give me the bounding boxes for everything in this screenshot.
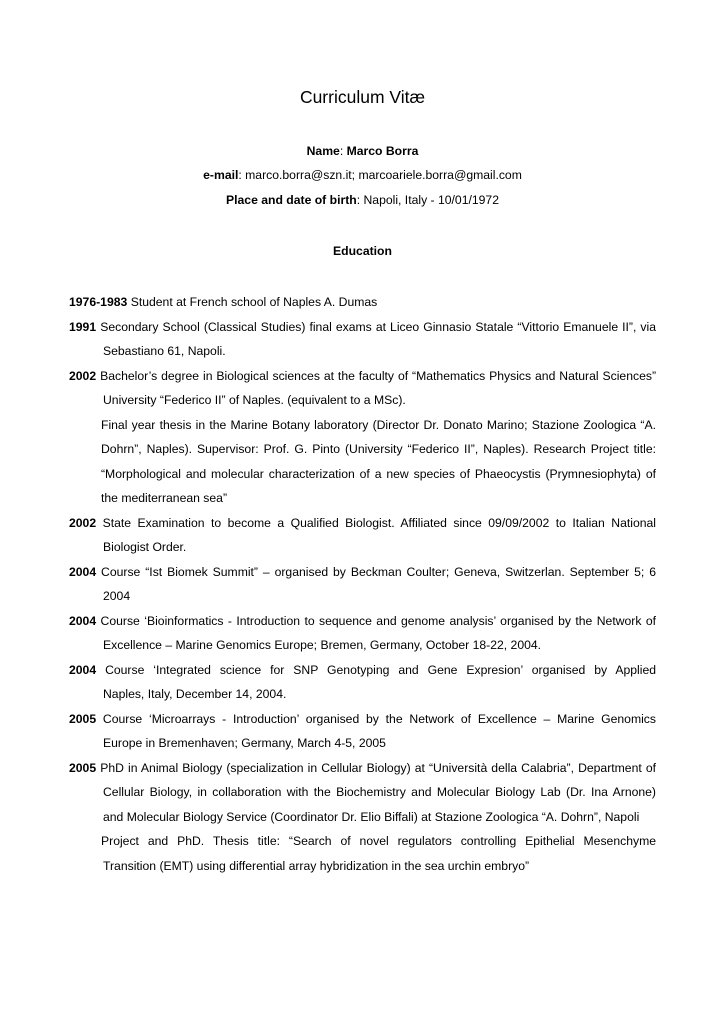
entry-year: 2004 <box>69 662 97 677</box>
entry-year: 2005 <box>69 760 97 775</box>
list-item <box>69 707 656 756</box>
entry-year: 1976-1983 <box>69 295 128 309</box>
entry-line: and Molecular Biology Service (Coordinator Dr. Elio Biffali) at Stazione Zoologica “A. Dohrn”, Napoli <box>103 809 640 824</box>
entry-line: Naples, Italy, December 14, 2004. <box>103 687 287 701</box>
email-line: e-mail: marco.borra@szn.it; marcoariele.borra@gmail.com <box>203 168 522 182</box>
birth-value: Napoli, Italy - 10/01/1972 <box>363 193 499 207</box>
entry-line: Cellular Biology, in collaboration with the Biochemistry and Molecular Biology Lab (Dr. Ina Arnone) <box>103 785 656 799</box>
entry-line: Sebastiano 61, Napoli. <box>103 344 226 358</box>
entry-line: State Examination to become a Qualified Biologist. Affiliated since 09/09/2002 to Italian National <box>102 515 656 530</box>
list-item <box>69 290 656 315</box>
entry-line: PhD in Animal Biology (specialization in Cellular Biology) at “Università della Calabria”, Department of <box>100 760 656 775</box>
entry-line: Secondary School (Classical Studies) final exams at Liceo Ginnasio Statale “Vittorio Emanuele II”, via <box>100 319 656 334</box>
entry-year: 2002 <box>69 368 97 383</box>
entry-line: Project and PhD. Thesis title: “Search of novel regulators controlling Epithelial Mesenchyme <box>101 834 656 848</box>
section-heading <box>0 244 725 258</box>
document-title: Curriculum Vitæ <box>299 87 426 107</box>
list-item <box>69 315 656 364</box>
entry-line: 2004 <box>103 589 131 603</box>
entry-line: Course “Ist Biomek Summit” – organised by Beckman Coulter; Geneva, Switzerlan. September 5; 6 <box>101 564 656 579</box>
entry-line: University “Federico II” of Naples. (equivalent to a MSc). <box>103 393 406 407</box>
birth-label: Place and date of birth <box>226 193 357 207</box>
entry-line: Course ‘Integrated science for SNP Genotyping and Gene Expresion’ organised by Applied <box>105 662 656 677</box>
email-value: marco.borra@szn.it; marcoariele.borra@gmail.com <box>245 168 522 182</box>
list-item <box>69 609 656 658</box>
list-item <box>69 560 656 609</box>
entry-line: Final year thesis in the Marine Botany laboratory (Director Dr. Donato Marino; Stazione Zoologica “A. <box>101 417 656 432</box>
entry-line: Dohrn”, Naples). Supervisor: Prof. G. Pinto (University “Federico II”, Naples). Research Project title: <box>101 442 656 456</box>
entry-line: Transition (EMT) using differential array hybridization in the sea urchin embryo” <box>103 858 530 873</box>
list-item <box>69 364 656 511</box>
entry-line: Bachelor’s degree in Biological sciences at the faculty of “Mathematics Physics and Natural Sciences” <box>100 368 656 383</box>
email-label: e-mail <box>203 168 239 182</box>
list-item <box>69 756 656 879</box>
section-title: Education <box>333 244 392 258</box>
birth-line: Place and date of birth: Napoli, Italy - 10/01/1972 <box>226 193 499 207</box>
entry-line: Course ‘Bioinformatics - Introduction to sequence and genome analysis’ organised by the Network of <box>100 613 656 628</box>
list-item <box>69 511 656 560</box>
entry-line: Course ‘Microarrays - Introduction’ organised by the Network of Excellence – Marine Genomics <box>102 711 656 726</box>
entry-year: 2004 <box>69 564 97 579</box>
entry-year: 1991 <box>69 319 97 334</box>
name-value: Marco Borra <box>346 144 419 158</box>
name-label: Name <box>306 144 340 158</box>
entry-line: “Morphological and molecular characterization of a new species of Phaeocystis (Prymnesiophyta) of <box>101 466 656 481</box>
entry-line: Excellence – Marine Genomics Europe; Bremen, Germany, October 18-22, 2004. <box>103 638 542 652</box>
list-item <box>69 658 656 707</box>
entry-line: Europe in Bremenhaven; Germany, March 4-5, 2005 <box>103 736 386 750</box>
entry-line: Biologist Order. <box>103 540 187 554</box>
entry-line: the mediterranean sea” <box>101 491 228 505</box>
name-line: Name: Marco Borra <box>306 144 419 158</box>
education-list <box>69 290 656 878</box>
entry-year: 2002 <box>69 515 97 530</box>
entry-line: Student at French school of Naples A. Dumas <box>130 295 378 309</box>
entry-year: 2005 <box>69 711 97 726</box>
entry-year: 2004 <box>69 613 97 628</box>
